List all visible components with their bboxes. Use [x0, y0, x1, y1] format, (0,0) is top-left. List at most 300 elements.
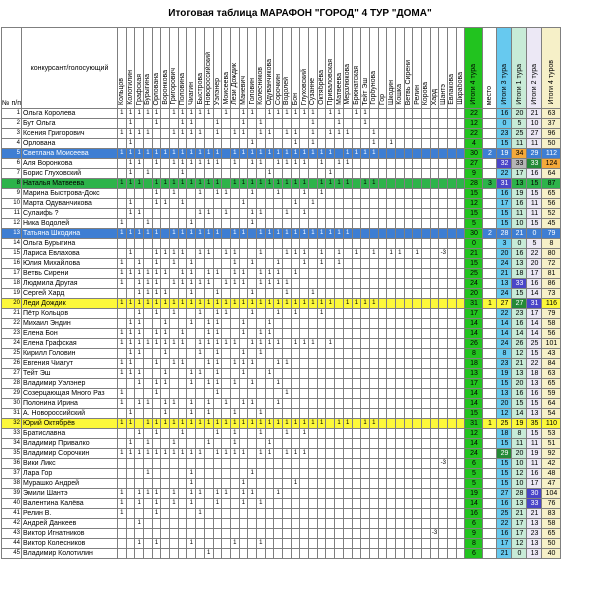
contestant-name: Людмила Другая [21, 279, 117, 289]
vote-cell: 1 [317, 159, 326, 169]
vote-cell [448, 489, 457, 499]
vote-cell: 1 [361, 419, 370, 429]
contestant-name: Валентина Калёва [21, 499, 117, 509]
vote-cell [144, 209, 153, 219]
total-all-rounds: 63 [542, 369, 561, 379]
vote-cell: 1 [161, 319, 170, 329]
vote-cell [309, 259, 318, 269]
vote-cell [291, 409, 300, 419]
vote-cell: 1 [256, 349, 265, 359]
vote-cell: 1 [361, 149, 370, 159]
place [483, 379, 497, 389]
vote-cell [317, 479, 326, 489]
row-number: 15 [2, 249, 22, 259]
vote-cell [170, 199, 179, 209]
vote-cell [352, 219, 361, 229]
vote-cell [326, 349, 335, 359]
vote-cell [317, 119, 326, 129]
vote-cell [413, 289, 422, 299]
vote-cell [170, 469, 179, 479]
total-round-2: 15 [527, 179, 542, 189]
place [483, 249, 497, 259]
total-round-2: 14 [527, 289, 542, 299]
vote-cell: 1 [274, 159, 283, 169]
column-header-judge-label: Глуховский [300, 68, 308, 105]
vote-cell [213, 399, 222, 409]
vote-cell [448, 329, 457, 339]
vote-cell [239, 529, 248, 539]
contestant-name: Сулаифь ? [21, 209, 117, 219]
vote-cell [413, 499, 422, 509]
vote-cell: 1 [300, 179, 309, 189]
vote-cell [413, 139, 422, 149]
vote-cell [300, 459, 309, 469]
total-round-2: 35 [527, 419, 542, 429]
vote-cell [387, 549, 396, 559]
vote-cell: 1 [170, 189, 179, 199]
vote-cell [422, 439, 431, 449]
vote-cell: 1 [387, 139, 396, 149]
total-all-rounds: 8 [542, 239, 561, 249]
vote-cell [309, 269, 318, 279]
row-number: 32 [2, 419, 22, 429]
total-round-2: 15 [527, 219, 542, 229]
vote-cell: 1 [135, 539, 144, 549]
vote-cell [439, 439, 448, 449]
vote-cell [361, 309, 370, 319]
vote-cell [422, 539, 431, 549]
vote-cell [335, 219, 344, 229]
vote-cell [413, 189, 422, 199]
vote-cell: 1 [222, 189, 231, 199]
vote-cell: 1 [265, 339, 274, 349]
vote-cell: 1 [187, 409, 196, 419]
vote-cell [361, 499, 370, 509]
vote-cell [144, 429, 153, 439]
vote-cell [335, 549, 344, 559]
vote-cell [335, 279, 344, 289]
vote-cell [369, 309, 378, 319]
vote-cell [196, 549, 205, 559]
vote-cell [361, 169, 370, 179]
vote-cell: 1 [126, 139, 135, 149]
vote-cell: 1 [369, 149, 378, 159]
total-round-4: 12 [465, 429, 483, 439]
vote-cell [448, 389, 457, 399]
vote-cell: 1 [222, 339, 231, 349]
vote-cell [204, 539, 213, 549]
vote-cell [144, 409, 153, 419]
vote-cell: 1 [144, 169, 153, 179]
vote-cell [335, 449, 344, 459]
vote-cell: 1 [178, 429, 187, 439]
vote-cell [378, 129, 387, 139]
vote-cell: 1 [161, 329, 170, 339]
total-round-4: 15 [465, 259, 483, 269]
contestant-name: Релин В. [21, 509, 117, 519]
vote-cell [422, 249, 431, 259]
vote-cell [144, 529, 153, 539]
vote-cell [309, 529, 318, 539]
vote-cell [144, 189, 153, 199]
vote-cell [161, 439, 170, 449]
vote-cell [439, 269, 448, 279]
vote-cell: 1 [213, 329, 222, 339]
total-round-2: 14 [527, 329, 542, 339]
vote-cell [300, 289, 309, 299]
total-round-2: 16 [527, 169, 542, 179]
vote-cell: 1 [213, 389, 222, 399]
vote-cell [413, 349, 422, 359]
vote-cell [343, 459, 352, 469]
vote-cell: 1 [187, 179, 196, 189]
vote-cell [196, 329, 205, 339]
vote-cell [422, 219, 431, 229]
vote-cell [291, 259, 300, 269]
vote-cell [265, 539, 274, 549]
vote-cell [256, 489, 265, 499]
vote-cell [369, 209, 378, 219]
vote-cell: 1 [117, 339, 126, 349]
vote-cell [335, 349, 344, 359]
vote-cell [343, 319, 352, 329]
vote-cell: 1 [196, 149, 205, 159]
vote-cell [387, 269, 396, 279]
vote-cell [161, 469, 170, 479]
vote-cell [213, 249, 222, 259]
total-round-1: 20 [512, 379, 527, 389]
vote-cell [152, 469, 161, 479]
total-round-4: 13 [465, 369, 483, 379]
vote-cell: 1 [187, 539, 196, 549]
contestant-name: Марта Одуванчикова [21, 199, 117, 209]
total-all-rounds: 37 [542, 119, 561, 129]
column-header-judge [196, 28, 205, 109]
vote-cell [265, 529, 274, 539]
vote-cell [343, 499, 352, 509]
contestant-name: Вики Ликс [21, 459, 117, 469]
vote-cell: 1 [196, 159, 205, 169]
vote-cell: 1 [317, 419, 326, 429]
vote-cell [204, 139, 213, 149]
vote-cell [430, 519, 439, 529]
vote-cell [204, 289, 213, 299]
vote-cell [256, 219, 265, 229]
vote-cell [422, 279, 431, 289]
vote-cell: 1 [274, 109, 283, 119]
vote-cell [178, 389, 187, 399]
vote-cell [239, 169, 248, 179]
vote-cell [196, 539, 205, 549]
vote-cell [300, 529, 309, 539]
total-all-rounds: 50 [542, 139, 561, 149]
vote-cell [422, 339, 431, 349]
contestant-name: Михаил Эндин [21, 319, 117, 329]
vote-cell [326, 489, 335, 499]
vote-cell [395, 299, 404, 309]
vote-cell [274, 499, 283, 509]
total-round-2: 22 [527, 249, 542, 259]
vote-cell: 1 [126, 109, 135, 119]
vote-cell: 1 [230, 249, 239, 259]
vote-cell [369, 349, 378, 359]
total-round-4: 26 [465, 339, 483, 349]
total-round-3: 24 [497, 339, 512, 349]
vote-cell [456, 389, 465, 399]
total-round-3: 15 [497, 139, 512, 149]
contestant-name: Мурашко Андрей [21, 479, 117, 489]
vote-cell [256, 379, 265, 389]
total-all-rounds: 58 [542, 319, 561, 329]
vote-cell [448, 549, 457, 559]
vote-cell [239, 189, 248, 199]
vote-cell [439, 149, 448, 159]
vote-cell [422, 419, 431, 429]
vote-cell [126, 399, 135, 409]
vote-cell: 1 [265, 369, 274, 379]
vote-cell [126, 429, 135, 439]
vote-cell [404, 429, 413, 439]
vote-cell: 1 [230, 449, 239, 459]
row-number: 38 [2, 479, 22, 489]
vote-cell [170, 549, 179, 559]
vote-cell [439, 509, 448, 519]
vote-cell [387, 539, 396, 549]
vote-cell [413, 129, 422, 139]
vote-cell [196, 439, 205, 449]
vote-cell [378, 469, 387, 479]
vote-cell [317, 139, 326, 149]
vote-cell: 1 [161, 349, 170, 359]
vote-cell: 1 [135, 369, 144, 379]
vote-cell: 1 [117, 269, 126, 279]
vote-cell [439, 539, 448, 549]
vote-cell: 1 [178, 149, 187, 159]
vote-cell [317, 199, 326, 209]
vote-cell [300, 439, 309, 449]
vote-cell: 1 [126, 319, 135, 329]
total-round-4: 14 [465, 439, 483, 449]
vote-cell: 1 [135, 149, 144, 159]
vote-cell [430, 289, 439, 299]
total-round-4: 21 [465, 249, 483, 259]
vote-cell [265, 429, 274, 439]
vote-cell: 1 [187, 319, 196, 329]
vote-cell [387, 149, 396, 159]
total-round-2: 11 [527, 459, 542, 469]
vote-cell [309, 389, 318, 399]
vote-cell [404, 289, 413, 299]
vote-cell [378, 239, 387, 249]
column-header-judge-label: Ветвь Сирени [405, 59, 413, 105]
vote-cell: 1 [144, 339, 153, 349]
vote-cell [413, 519, 422, 529]
vote-cell: 1 [256, 419, 265, 429]
table-row [2, 509, 561, 519]
vote-cell [291, 369, 300, 379]
vote-cell [300, 199, 309, 209]
vote-cell: 1 [309, 139, 318, 149]
vote-cell [404, 479, 413, 489]
vote-cell [361, 389, 370, 399]
row-number: 31 [2, 409, 22, 419]
vote-cell [152, 239, 161, 249]
total-all-rounds: 56 [542, 329, 561, 339]
vote-cell: 1 [265, 419, 274, 429]
vote-cell [117, 169, 126, 179]
vote-cell: 1 [196, 229, 205, 239]
total-round-4: 15 [465, 189, 483, 199]
vote-cell [378, 509, 387, 519]
vote-cell [326, 259, 335, 269]
vote-cell [369, 259, 378, 269]
vote-cell [222, 509, 231, 519]
row-number: 35 [2, 449, 22, 459]
vote-cell [439, 409, 448, 419]
vote-cell [213, 219, 222, 229]
vote-cell [430, 109, 439, 119]
vote-cell [387, 169, 396, 179]
vote-cell: 1 [326, 169, 335, 179]
total-round-2: 22 [527, 359, 542, 369]
vote-cell [170, 369, 179, 379]
vote-cell [265, 289, 274, 299]
vote-cell: 1 [283, 279, 292, 289]
vote-cell: 1 [230, 429, 239, 439]
vote-cell [335, 339, 344, 349]
vote-cell: 1 [152, 189, 161, 199]
total-round-2: 31 [527, 299, 542, 309]
vote-cell [239, 389, 248, 399]
total-round-2: 30 [527, 489, 542, 499]
vote-cell [352, 479, 361, 489]
vote-cell [187, 359, 196, 369]
total-round-3: 23 [497, 359, 512, 369]
vote-cell [395, 169, 404, 179]
vote-cell [265, 549, 274, 559]
vote-cell: 1 [178, 419, 187, 429]
vote-cell [222, 359, 231, 369]
vote-cell [395, 489, 404, 499]
vote-cell [387, 309, 396, 319]
place [483, 489, 497, 499]
vote-cell [387, 259, 396, 269]
vote-cell [395, 399, 404, 409]
total-round-3: 13 [497, 279, 512, 289]
table-header-row [2, 28, 561, 109]
column-header-total-round-1-label: Итоги 1 тура [515, 64, 523, 105]
total-round-2: 18 [527, 369, 542, 379]
vote-cell: 1 [213, 359, 222, 369]
vote-cell: 1 [204, 359, 213, 369]
vote-cell: 1 [152, 179, 161, 189]
place [483, 189, 497, 199]
place [483, 239, 497, 249]
total-round-2: 11 [527, 199, 542, 209]
vote-cell [222, 229, 231, 239]
vote-cell [196, 239, 205, 249]
vote-cell [144, 389, 153, 399]
vote-cell [256, 139, 265, 149]
vote-cell [265, 389, 274, 399]
vote-cell [352, 309, 361, 319]
vote-cell [387, 519, 396, 529]
vote-cell [343, 379, 352, 389]
vote-cell: 1 [335, 159, 344, 169]
vote-cell [387, 329, 396, 339]
vote-cell: 1 [283, 179, 292, 189]
vote-cell [230, 239, 239, 249]
vote-cell [378, 489, 387, 499]
vote-cell: 1 [230, 229, 239, 239]
vote-cell [439, 289, 448, 299]
vote-cell [387, 469, 396, 479]
vote-cell [430, 359, 439, 369]
vote-cell: 1 [161, 199, 170, 209]
vote-cell: 1 [213, 319, 222, 329]
vote-cell [326, 539, 335, 549]
total-round-3: 32 [497, 159, 512, 169]
table-row [2, 139, 561, 149]
vote-cell [422, 459, 431, 469]
vote-cell [222, 499, 231, 509]
vote-cell: 1 [170, 249, 179, 259]
vote-cell [135, 419, 144, 429]
vote-cell [335, 169, 344, 179]
row-number: 12 [2, 219, 22, 229]
vote-cell [274, 429, 283, 439]
vote-cell [222, 149, 231, 159]
vote-cell [317, 469, 326, 479]
vote-cell [117, 479, 126, 489]
vote-cell: 1 [274, 149, 283, 159]
total-round-4: 4 [465, 139, 483, 149]
contestant-name: Лариса Евлахова [21, 249, 117, 259]
vote-cell [387, 389, 396, 399]
vote-cell [204, 429, 213, 439]
vote-cell: 1 [361, 109, 370, 119]
total-round-4: 8 [465, 349, 483, 359]
vote-cell [256, 369, 265, 379]
vote-cell [283, 459, 292, 469]
vote-cell [274, 249, 283, 259]
vote-cell [161, 479, 170, 489]
table-row [2, 379, 561, 389]
vote-cell [222, 329, 231, 339]
vote-cell [404, 489, 413, 499]
vote-cell [378, 519, 387, 529]
vote-cell: 1 [204, 179, 213, 189]
vote-cell [335, 269, 344, 279]
vote-cell [448, 459, 457, 469]
vote-cell [378, 419, 387, 429]
total-round-4: 25 [465, 269, 483, 279]
row-number: 36 [2, 459, 22, 469]
vote-cell [448, 359, 457, 369]
vote-cell [222, 539, 231, 549]
vote-cell [274, 329, 283, 339]
row-number: 10 [2, 199, 22, 209]
vote-cell [343, 519, 352, 529]
total-round-2: 15 [527, 399, 542, 409]
vote-cell: 1 [161, 409, 170, 419]
vote-cell [430, 389, 439, 399]
vote-cell [326, 399, 335, 409]
vote-cell [395, 379, 404, 389]
vote-cell [274, 169, 283, 179]
vote-cell [230, 349, 239, 359]
vote-cell [387, 409, 396, 419]
